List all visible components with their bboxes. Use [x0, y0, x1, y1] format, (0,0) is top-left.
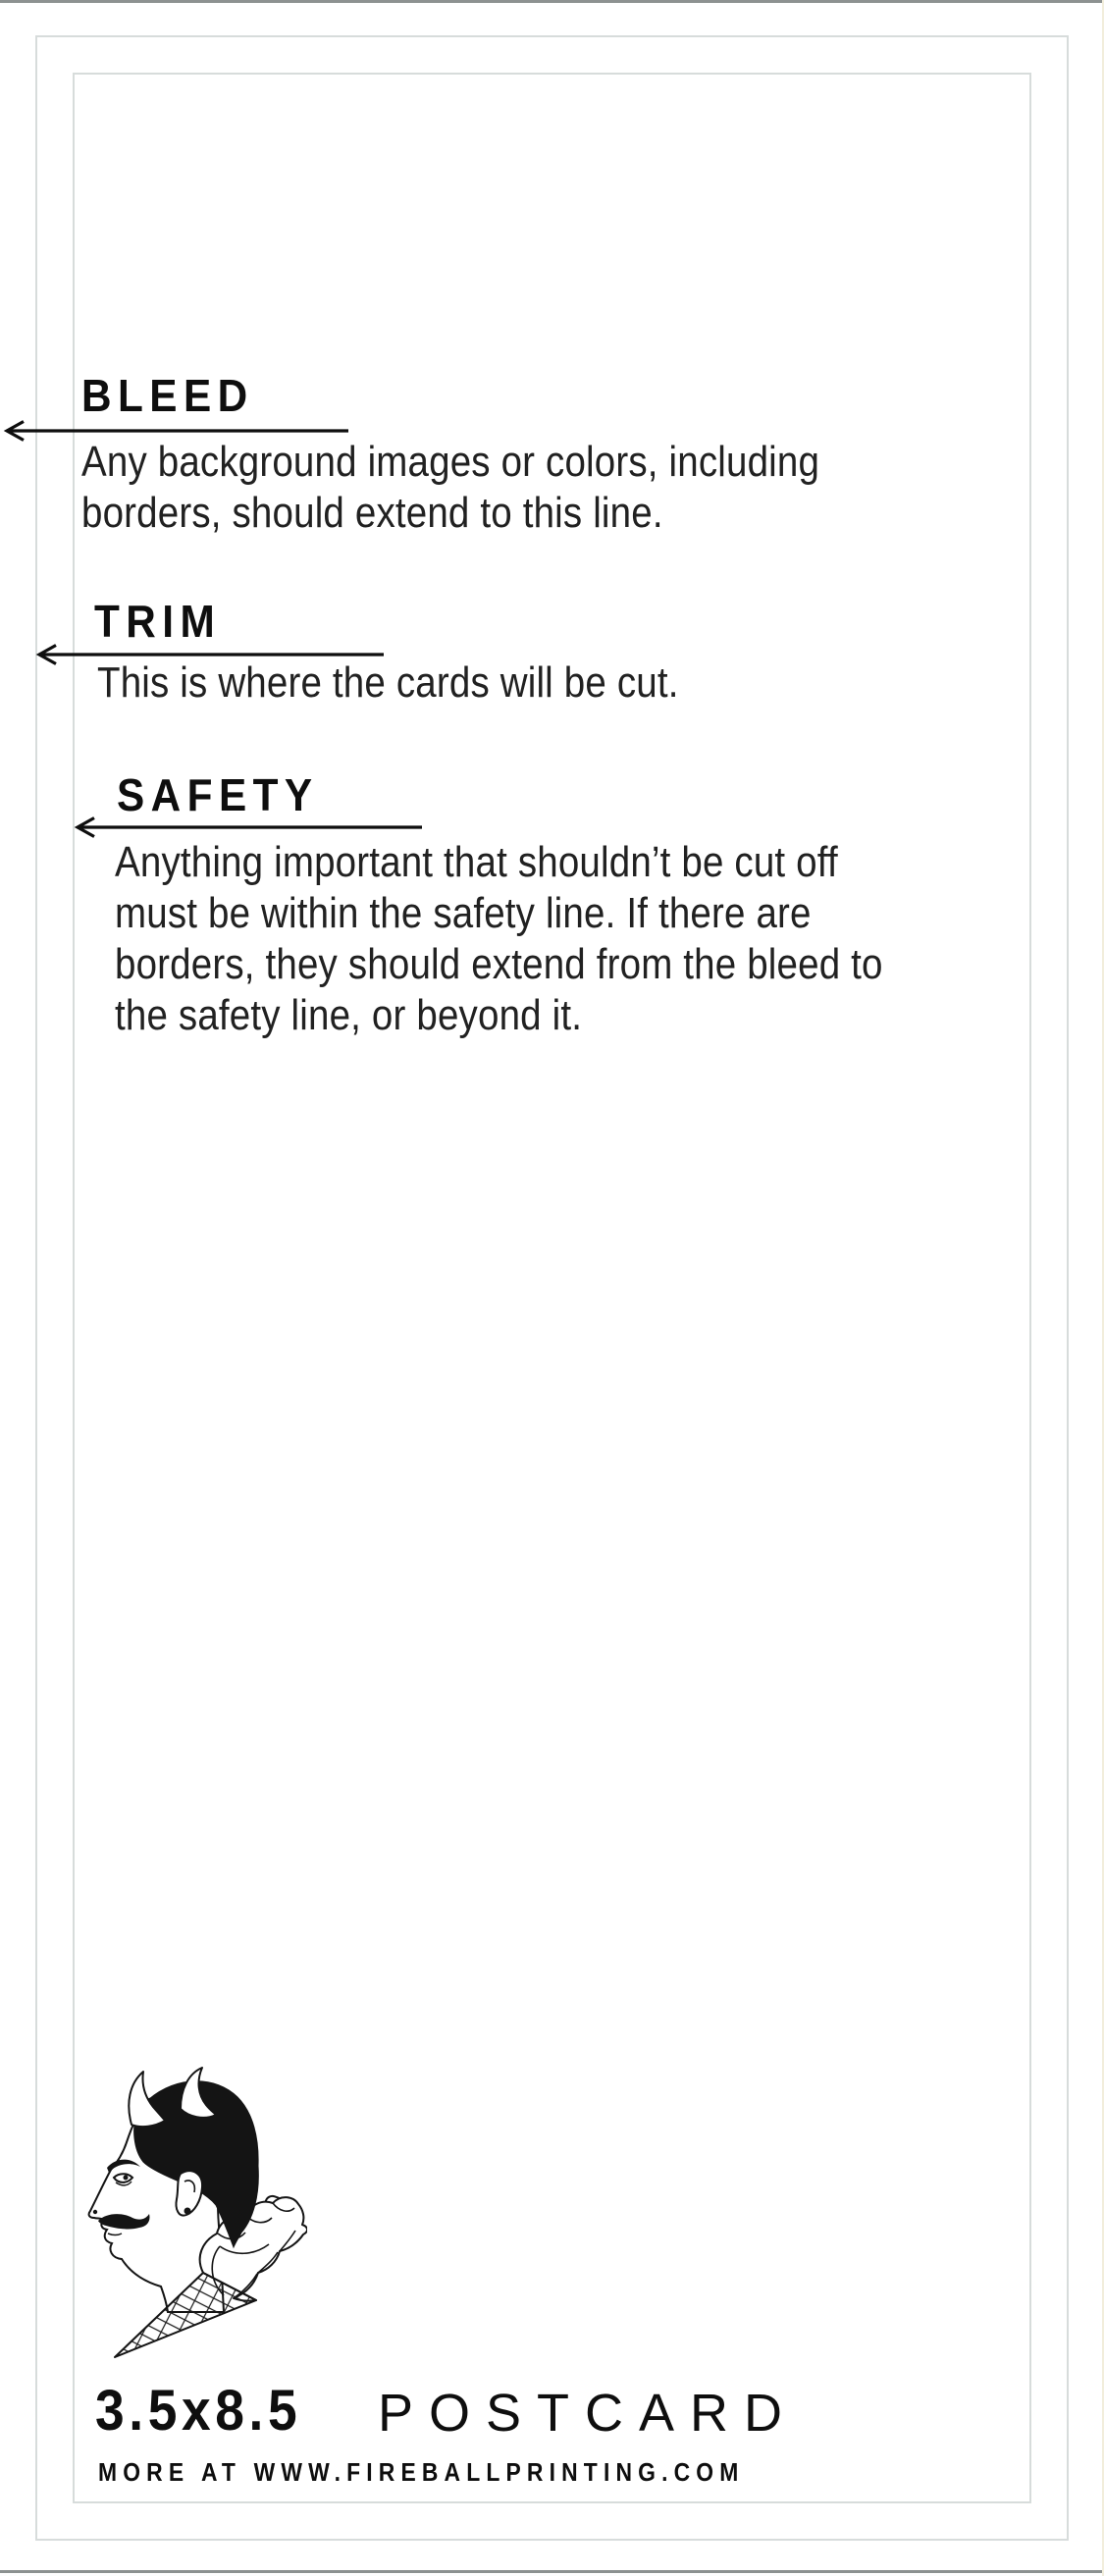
trim-heading: TRIM — [94, 596, 222, 647]
bleed-description-line: borders, should extend to this line. — [81, 489, 663, 537]
footer-more-url-text: MORE AT WWW.FIREBALLPRINTING.COM — [98, 2457, 745, 2487]
bleed-description-line: Any background images or colors, including — [81, 438, 820, 486]
fireball-devil-cone-logo-icon — [86, 2064, 307, 2360]
safety-description-line: must be within the safety line. If there are — [115, 889, 812, 937]
safety-description — [115, 837, 992, 1041]
bleed-description — [81, 437, 925, 539]
trim-description-line: This is where the cards will be cut. — [97, 658, 679, 707]
safety-description-line: borders, they should extend from the bleed to — [115, 940, 883, 988]
safety-description-line: the safety line, or beyond it. — [115, 991, 583, 1039]
trim-description — [97, 657, 762, 709]
bleed-edge-top-line — [0, 0, 1104, 3]
product-size-label: 3.5x8.5 — [95, 2379, 302, 2443]
product-name-label: POSTCARD — [378, 2384, 799, 2443]
bleed-edge-bottom-line — [0, 2570, 1104, 2573]
safety-description-line: Anything important that shouldn’t be cut off — [115, 838, 838, 886]
bleed-heading: BLEED — [81, 370, 254, 421]
safety-heading: SAFETY — [117, 769, 319, 820]
